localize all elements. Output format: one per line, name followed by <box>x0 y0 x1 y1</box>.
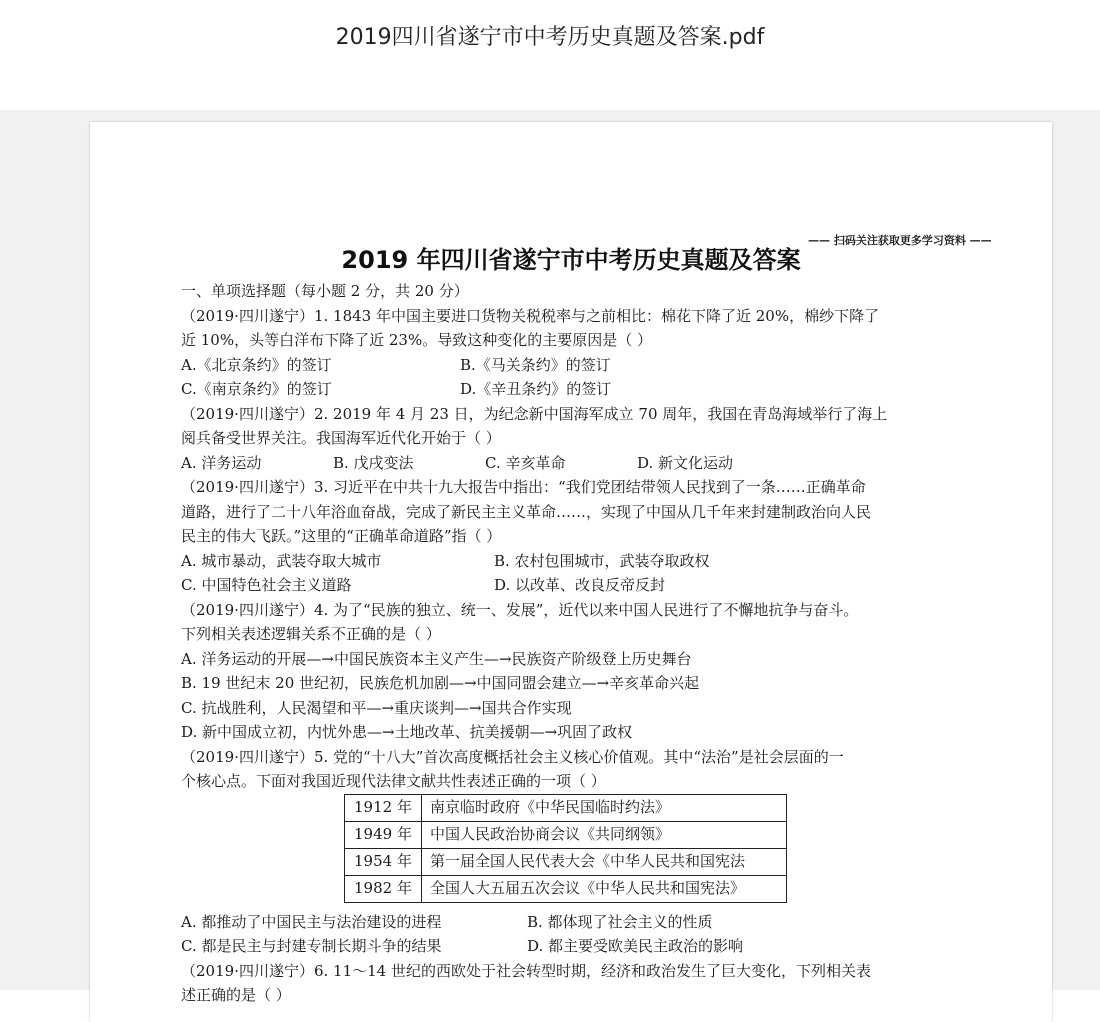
option-c: C. 辛亥革命 <box>485 453 566 472</box>
question-5-options-row-2 <box>181 934 971 959</box>
table-cell-year: 1982 年 <box>345 875 422 902</box>
law-table <box>344 794 787 903</box>
table-row <box>345 875 787 902</box>
question-3-line-1: （2019·四川遂宁）3. 习近平在中共十九大报告中指出：“我们党团结带领人民找到了一条……正确革命 <box>181 478 866 496</box>
question-2-options <box>181 451 971 476</box>
option-a: A. 洋务运动的开展—→中国民族资本主义产生—→民族资产阶级登上历史舞台 <box>181 649 692 668</box>
option-d: D. 以改革、改良反帝反封 <box>494 576 666 594</box>
question-4-line-1: （2019·四川遂宁）4. 为了“民族的独立、统一、发展”，近代以来中国人民进行了不懈地抗争与奋斗。 <box>181 600 859 619</box>
table-cell-year: 1954 年 <box>345 848 422 875</box>
question-3-line-3: 民主的伟大飞跃。”这里的“正确革命道路”指（ ） <box>181 527 502 545</box>
table-cell-document: 第一届全国人民代表大会《中华人民共和国宪法 <box>422 848 787 875</box>
table-row <box>345 848 787 875</box>
option-c: C. 都是民主与封建专制长期斗争的结果 <box>181 937 442 955</box>
question-2-line-2: 阅兵备受世界关注。我国海军近代化开始于（ ） <box>181 429 501 447</box>
table-cell-year: 1949 年 <box>345 821 422 848</box>
question-2-line-1: （2019·四川遂宁）2. 2019 年 4 月 23 日，为纪念新中国海军成立 70 周年，我国在青岛海域举行了海上 <box>181 404 888 423</box>
law-table-wrap <box>181 794 971 910</box>
question-1-options-row-2 <box>181 377 971 402</box>
option-b: B. 戊戌变法 <box>333 453 414 472</box>
question-3-line-2: 道路，进行了二十八年浴血奋战，完成了新民主主义革命……，实现了中国从几千年来封建制政治向人民 <box>181 502 872 521</box>
option-b: B. 农村包围城市，武装夺取政权 <box>494 551 710 570</box>
section-heading: 一、单项选择题（每小题 2 分，共 20 分） <box>181 282 469 300</box>
question-1-line-1: （2019·四川遂宁）1. 1843 年中国主要进口货物关税税率与之前相比：棉花下降了近 20%，棉纱下降了 <box>181 306 880 325</box>
question-5-options-row-1 <box>181 910 971 935</box>
option-b: B. 19 世纪末 20 世纪初，民族危机加剧—→中国同盟会建立—→辛亥革命兴起 <box>181 674 700 692</box>
option-a: A. 城市暴动，武装夺取大城市 <box>181 551 382 570</box>
viewer-header <box>0 0 1100 110</box>
option-c: C. 中国特色社会主义道路 <box>181 576 352 594</box>
option-a: A. 洋务运动 <box>181 453 262 472</box>
question-6-line-2: 述正确的是（ ） <box>181 986 291 1004</box>
table-cell-document: 全国人大五届五次会议《中华人民共和国宪法》 <box>422 875 787 902</box>
option-a: A. 都推动了中国民主与法治建设的进程 <box>181 912 442 931</box>
option-b: B. 都体现了社会主义的性质 <box>527 912 713 931</box>
table-row <box>345 794 787 821</box>
document-body <box>181 279 971 1008</box>
question-4-line-2: 下列相关表述逻辑关系不正确的是（ ） <box>181 625 441 643</box>
qr-note: —— 扫码关注获取更多学习资料 —— <box>808 234 992 247</box>
option-d: D. 新文化运动 <box>637 453 734 472</box>
question-1-line-2: 近 10%，头等白洋布下降了近 23%。导致这种变化的主要原因是（ ） <box>181 331 652 349</box>
option-b: B.《马关条约》的签订 <box>460 355 611 374</box>
option-c: C. 抗战胜利，人民渴望和平—→重庆谈判—→国共合作实现 <box>181 698 572 717</box>
pdf-page <box>90 122 1052 1022</box>
option-c: C.《南京条约》的签订 <box>181 380 332 398</box>
table-cell-document: 中国人民政治协商会议《共同纲领》 <box>422 821 787 848</box>
question-3-options-row-2 <box>181 573 971 598</box>
question-1-options-row-1 <box>181 353 971 378</box>
question-5-line-2: 个核心点。下面对我国近现代法律文献共性表述正确的一项（ ） <box>181 772 606 790</box>
question-3-options-row-1 <box>181 549 971 574</box>
option-d: D.《辛丑条约》的签订 <box>460 380 612 398</box>
table-cell-year: 1912 年 <box>345 794 422 821</box>
file-title: 2019四川省遂宁市中考历史真题及答案.pdf <box>335 25 765 50</box>
table-row <box>345 821 787 848</box>
table-cell-document: 南京临时政府《中华民国临时约法》 <box>422 794 787 821</box>
document-title: 2019 年四川省遂宁市中考历史真题及答案 <box>341 246 801 274</box>
question-6-line-1: （2019·四川遂宁）6. 11～14 世纪的西欧处于社会转型时期，经济和政治发生了巨大变化，下列相关表 <box>181 961 871 980</box>
option-a: A.《北京条约》的签订 <box>181 355 332 374</box>
question-5-line-1: （2019·四川遂宁）5. 党的“十八大”首次高度概括社会主义核心价值观。其中“法治”是社会层面的一 <box>181 747 844 766</box>
option-d: D. 新中国成立初，内忧外患—→土地改革、抗美援朝—→巩固了政权 <box>181 723 633 741</box>
option-d: D. 都主要受欧美民主政治的影响 <box>527 937 744 955</box>
